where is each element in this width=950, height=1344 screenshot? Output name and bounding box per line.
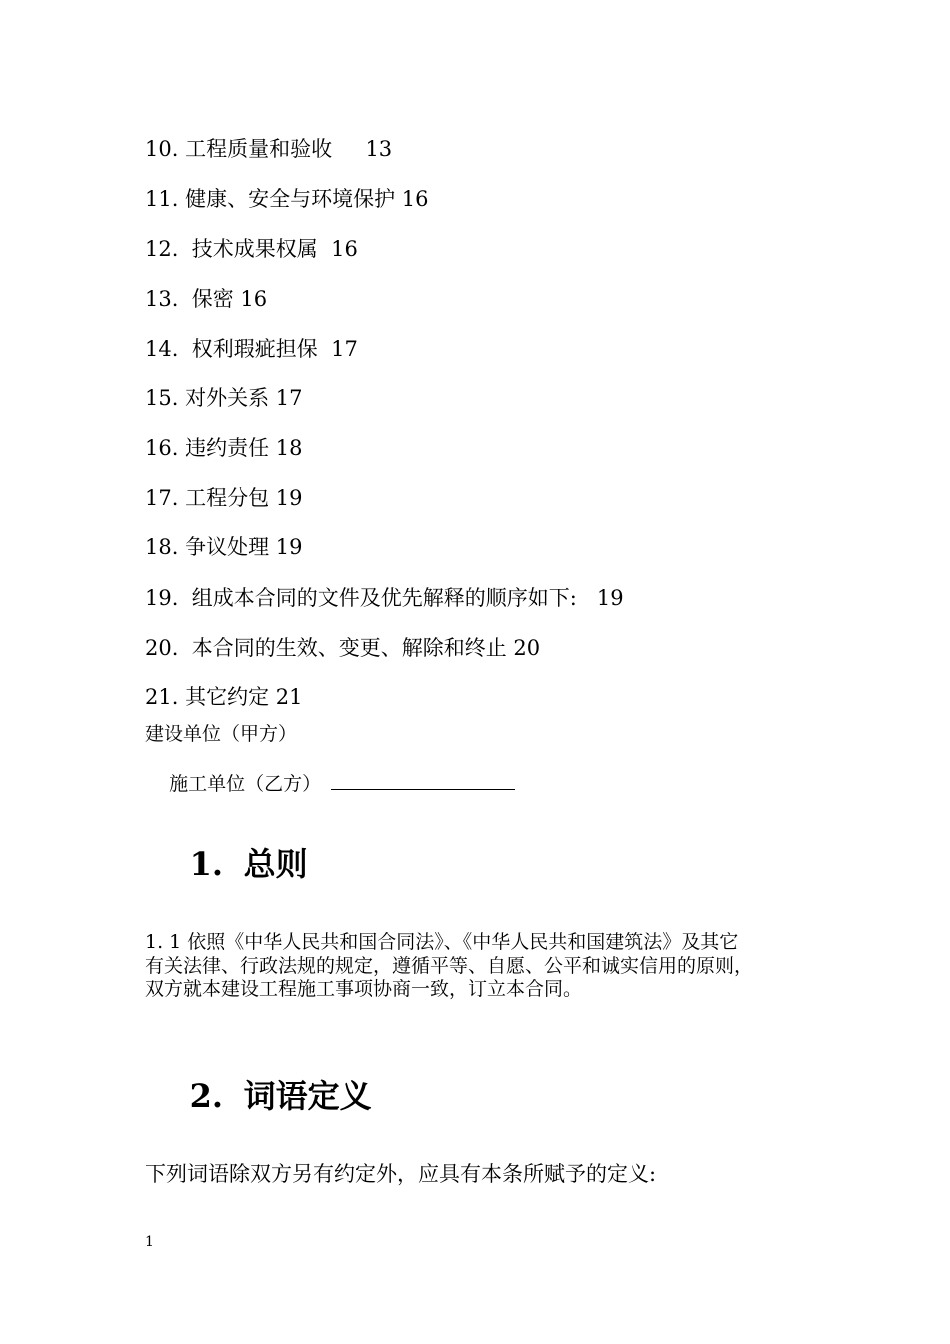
- section-1-paragraph: [145, 931, 825, 1002]
- section-1-title: 总则: [243, 845, 308, 883]
- toc-item-10[interactable]: 10. 工程质量和验收 13: [145, 137, 393, 161]
- section-2-title: 词语定义: [243, 1077, 372, 1115]
- section-1-paragraph-line: 双方就本建设工程施工事项协商一致，订立本合同。: [145, 978, 583, 1000]
- toc-item-17[interactable]: 17. 工程分包 19: [145, 486, 303, 510]
- toc-item-18[interactable]: 18. 争议处理 19: [145, 535, 303, 559]
- toc-item-15[interactable]: 15. 对外关系 17: [145, 386, 303, 410]
- section-1-heading: [145, 804, 308, 924]
- toc-item-13[interactable]: 13. 保密 16: [145, 287, 268, 311]
- toc-item-16[interactable]: 16. 违约责任 18: [145, 436, 303, 460]
- toc-item-21[interactable]: 21. 其它约定 21: [145, 685, 303, 709]
- section-1-paragraph-line: 1. 1 依照《中华人民共和国合同法》、《中华人民共和国建筑法》及其它: [145, 931, 739, 953]
- contractor-label: 施工单位（乙方）: [169, 773, 322, 795]
- section-2-number: 2.: [189, 1077, 223, 1115]
- section-1-paragraph-line: 有关法律、行政法规的规定，遵循平等、自愿、公平和诚实信用的原则，: [145, 954, 754, 977]
- toc-item-20[interactable]: 20. 本合同的生效、变更、解除和终止 20: [145, 636, 541, 660]
- employer-label: 建设单位（甲方）: [145, 723, 298, 745]
- toc-item-12[interactable]: 12. 技术成果权属 16: [145, 237, 358, 261]
- toc-item-14[interactable]: 14. 权利瑕疵担保 17: [145, 337, 358, 361]
- page-number: 1: [145, 1234, 154, 1250]
- section-2-intro: 下列词语除双方另有约定外，应具有本条所赋予的定义:: [145, 1162, 657, 1186]
- toc-item-19[interactable]: 19. 组成本合同的文件及优先解释的顺序如下: 19: [145, 586, 624, 610]
- section-2-heading: [145, 1036, 372, 1156]
- signature-blank: [331, 771, 515, 790]
- section-1-number: 1.: [189, 845, 223, 883]
- toc-item-11[interactable]: 11. 健康、安全与环境保护 16: [145, 187, 429, 211]
